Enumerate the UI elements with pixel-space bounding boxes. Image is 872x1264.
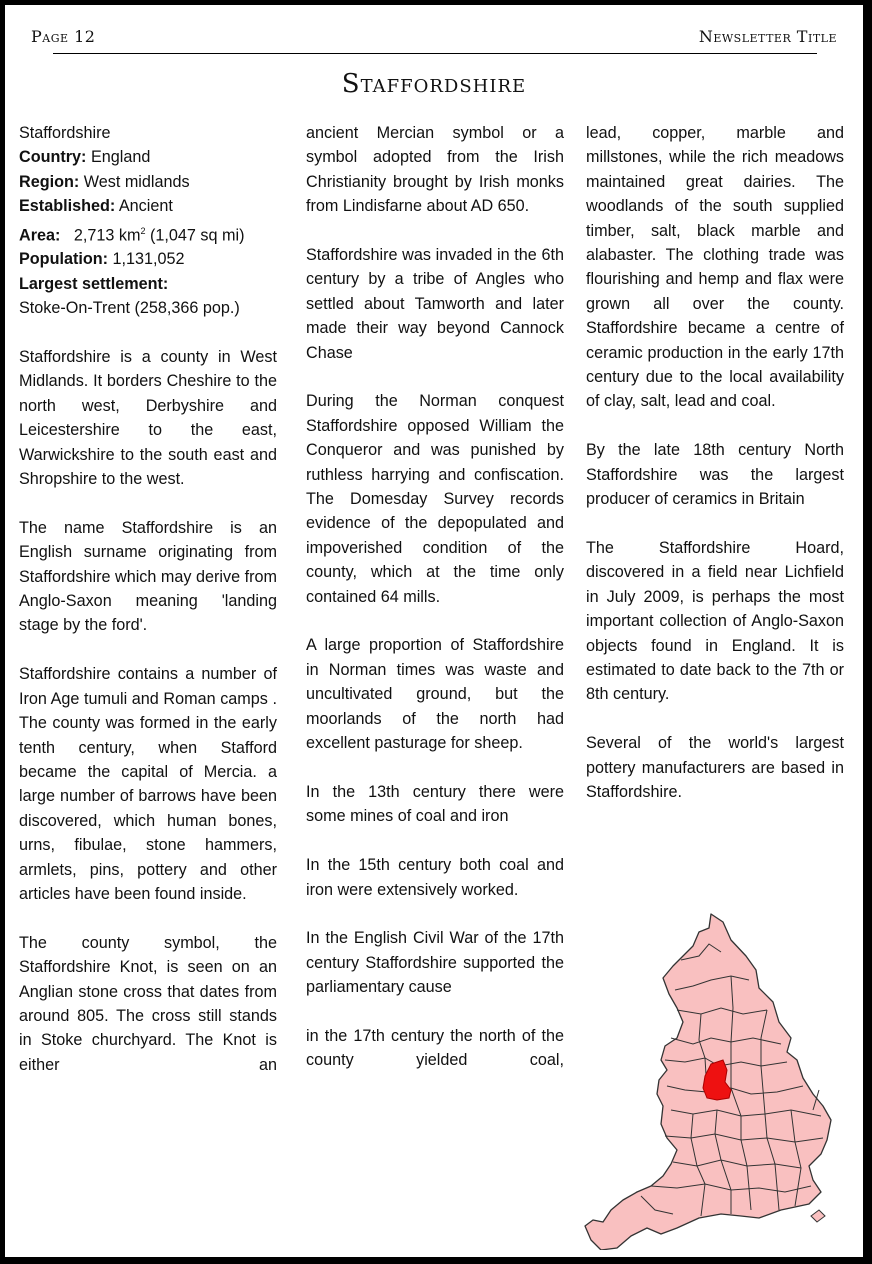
paragraph: The name Staffordshire is an English surname originating from Staffordshire which may derive from Anglo-Saxon meaning 'landing stage by the ford'.	[19, 518, 277, 635]
paragraph: in the 17th century the north of the county yielded coal,	[306, 1026, 564, 1070]
paragraph: A large proportion of Staffordshire in Norman times was waste and uncultivated ground, but the moorlands of the north had excellent pasturage for sheep.	[306, 636, 564, 753]
paragraph: In the 13th century there were some mines of coal and iron	[306, 782, 564, 826]
newsletter-title: Newsletter Title	[698, 27, 837, 46]
paragraph: Several of the world's largest pottery manufacturers are based in Staffordshire.	[586, 734, 844, 801]
fact-population: Population: 1,131,052	[19, 250, 185, 269]
paragraph: In the 15th century both coal and iron were extensively worked.	[306, 856, 564, 899]
paragraph: During the Norman conquest Staffordshire opposed William the Conqueror and was punished by ruthless harrying and confiscation. The Domesday Survey records evidence of the depopulated and impoverished condition of the county, which at the time only contained 64 mills.	[306, 392, 564, 606]
page-number: Page 12	[31, 27, 96, 46]
paragraph: In the English Civil War of the 17th century Staffordshire supported the parliamentary cause	[306, 929, 564, 997]
paragraph: By the late 18th century North Staffordshire was the largest producer of ceramics in Britain	[586, 441, 844, 509]
column-2	[306, 121, 564, 1097]
paragraph: ancient Mercian symbol or a symbol adopted from the Irish Christianity brought by Irish monks from Lindisfarne about AD 650.	[306, 124, 564, 216]
fact-largest-settlement: Stoke-On-Trent (258,366 pop.)	[19, 299, 240, 318]
fact-region: Region: West midlands	[19, 172, 190, 191]
paragraph: lead, copper, marble and millstones, while the rich meadows maintained great dairies. The woodlands of the south supplied timber, salt, black marble and alabaster. The clothing trade was flourishing and hemp and flax were grown all over the county. Staffordshire became a centre of ceramic production in the early 17th century due to the local availability of clay, salt, lead and coal.	[586, 124, 844, 411]
article-title: Staffordshire	[341, 69, 527, 99]
column-3	[586, 121, 844, 829]
paragraph: Staffordshire contains a number of Iron Age tumuli and Roman camps . The county was formed in the early tenth century, when Stafford became the capital of Mercia. a large number of barrows have been discovered, which human bones, urns, fibulae, stone hammers, armlets, pins, pottery and other articles have been found inside.	[19, 665, 277, 903]
page	[4, 4, 864, 1258]
fact-country: Country: England	[19, 148, 151, 167]
england-map-image	[581, 910, 851, 1250]
paragraph: Staffordshire was invaded in the 6th century by a tribe of Angles who settled about Tamworth and later made their way beyond Cannock Chase	[306, 246, 564, 362]
fact-box	[19, 121, 277, 321]
column-1	[19, 121, 277, 1102]
fact-name: Staffordshire	[19, 124, 111, 142]
paragraph: The county symbol, the Staffordshire Knot, is seen on an Anglian stone cross that dates from around 805. The cross still stands in Stoke churchyard. The Knot is either an	[19, 933, 277, 1074]
fact-established: Established: Ancient	[19, 197, 173, 216]
fact-area: Area: 2,713 $km^2$ (1,047 sq mi)	[19, 225, 245, 245]
header-divider	[53, 53, 817, 54]
paragraph: The Staffordshire Hoard, discovered in a field near Lichfield in July 2009, is perhaps the most important collection of Anglo-Saxon objects found in England. It is estimated to date back to the 7th or 8th century.	[586, 538, 844, 704]
paragraph: Staffordshire is a county in West Midlands. It borders Cheshire to the north west, Derbyshire and Leicestershire to the east, Warwickshire to the south east and Shropshire to the west.	[19, 348, 277, 489]
fact-largest-settlement-label: Largest settlement:	[19, 274, 169, 293]
